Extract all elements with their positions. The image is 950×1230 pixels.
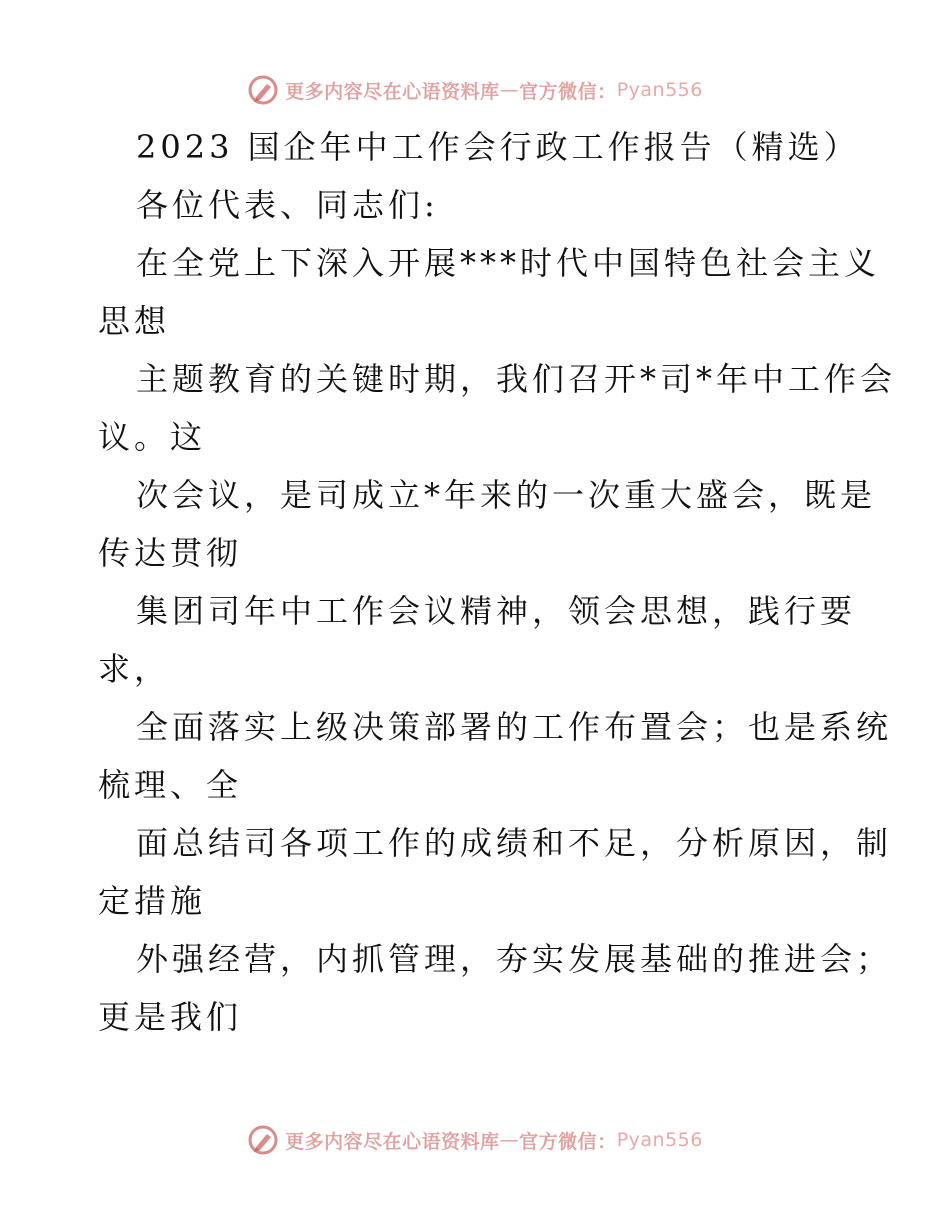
text-line: 主题教育的关键时期，我们召开*司*年中工作会 <box>136 360 897 398</box>
watermark-account-id: Pyan556 <box>616 79 703 101</box>
text-line: 面总结司各项工作的成绩和不足，分析原因，制 <box>136 824 893 862</box>
header-watermark <box>0 70 950 110</box>
text-line: 议。这 <box>98 418 207 456</box>
text-line: 定措施 <box>98 882 207 920</box>
watermark-official-label: 官方微信： <box>519 1130 617 1153</box>
text-line: 次会议，是司成立*年来的一次重大盛会，既是 <box>136 476 877 514</box>
red-pen-logo-icon <box>247 74 279 106</box>
watermark-brand-text: 更多内容尽在心语资料库 <box>285 80 500 103</box>
text-line: 各位代表、同志们: <box>136 186 439 224</box>
watermark-brand-text: 更多内容尽在心语资料库 <box>285 1130 500 1153</box>
red-pen-logo-icon <box>247 1124 279 1156</box>
watermark-account-id: Pyan556 <box>616 1129 703 1151</box>
text-line: 梳理、全 <box>98 766 243 804</box>
text-line: 全面落实上级决策部署的工作布置会；也是系统 <box>136 708 893 746</box>
text-line: 外强经营，内抓管理，夯实发展基础的推进会； <box>136 940 893 978</box>
text-line: 在全党上下深入开展***时代中国特色社会主义 <box>136 244 881 282</box>
watermark-official-label: 官方微信： <box>519 80 617 103</box>
document-body <box>98 118 897 1046</box>
text-line: 更是我们 <box>98 998 243 1036</box>
text-line: 传达贯彻 <box>98 534 243 572</box>
document-title: 2023 国企年中工作会行政工作报告（精选） <box>136 128 860 166</box>
watermark-separator: — <box>499 1129 520 1151</box>
watermark-separator: — <box>499 79 520 101</box>
text-line: 思想 <box>98 302 171 340</box>
text-line: 求， <box>98 650 171 688</box>
text-line: 集团司年中工作会议精神，领会思想，践行要 <box>136 592 857 630</box>
footer-watermark <box>0 1120 950 1160</box>
